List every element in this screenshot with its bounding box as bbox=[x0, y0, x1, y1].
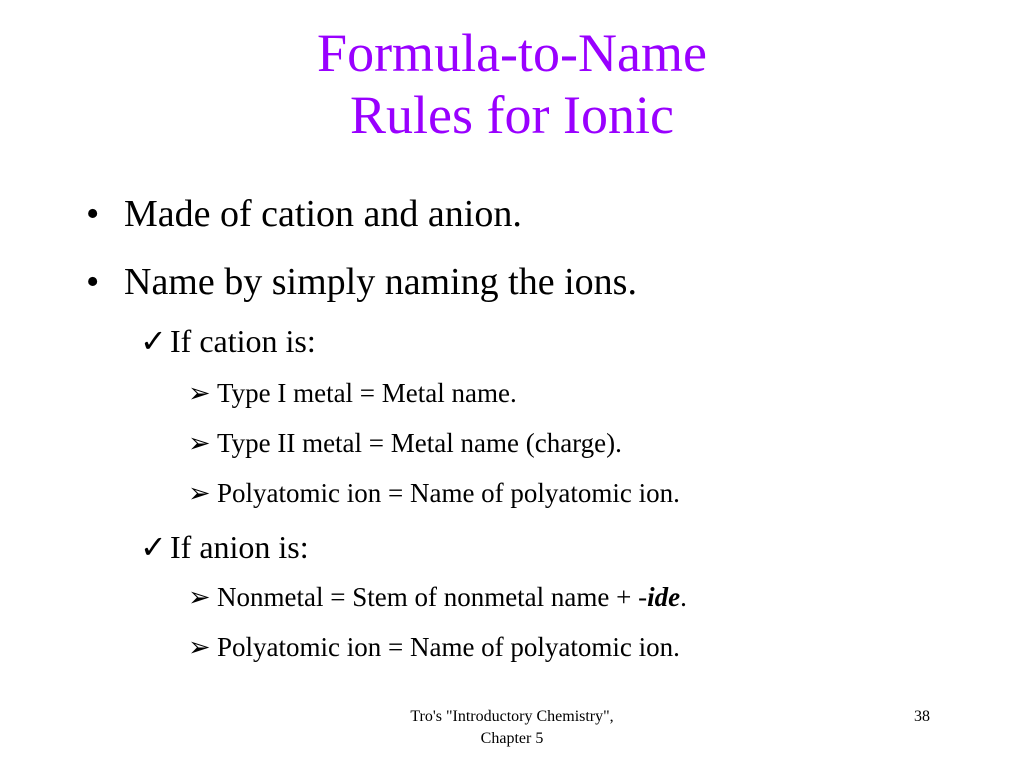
checkmark-icon: ✓ bbox=[140, 323, 167, 359]
footer-line-2: Chapter 5 bbox=[480, 730, 544, 747]
sub-sub-bullet-item bbox=[188, 427, 622, 459]
anion-item-text: Nonmetal = Stem of nonmetal name + - bbox=[217, 582, 648, 612]
arrow-icon: ➢ bbox=[188, 478, 211, 508]
title-line-2: Rules for Ionic bbox=[350, 85, 674, 145]
sub-sub-bullet-item bbox=[188, 377, 517, 409]
bullet-icon: • bbox=[86, 261, 100, 303]
anion-heading: If anion is: bbox=[170, 529, 309, 565]
checkmark-icon: ✓ bbox=[140, 529, 167, 565]
cation-item: Type II metal = Metal name (charge). bbox=[217, 428, 622, 458]
ide-suffix: ide bbox=[647, 582, 681, 612]
cation-item: Polyatomic ion = Name of polyatomic ion. bbox=[217, 478, 680, 508]
arrow-icon: ➢ bbox=[188, 428, 211, 458]
footer-citation bbox=[362, 706, 662, 750]
sub-bullet-item bbox=[140, 528, 309, 566]
title-line-1: Formula-to-Name bbox=[317, 23, 707, 83]
sub-sub-bullet-item bbox=[188, 631, 680, 663]
bullet-text: Made of cation and anion. bbox=[124, 193, 522, 235]
bullet-item bbox=[86, 260, 637, 304]
arrow-icon: ➢ bbox=[188, 378, 211, 408]
sub-sub-bullet-item bbox=[188, 581, 687, 613]
sub-sub-bullet-item bbox=[188, 477, 680, 509]
sub-bullet-item bbox=[140, 322, 316, 360]
bullet-icon: • bbox=[86, 193, 100, 235]
bullet-item bbox=[86, 192, 522, 236]
slide-title bbox=[0, 22, 1024, 146]
cation-item: Type I metal = Metal name. bbox=[217, 378, 517, 408]
arrow-icon: ➢ bbox=[188, 632, 211, 662]
bullet-text: Name by simply naming the ions. bbox=[124, 261, 637, 303]
cation-heading: If cation is: bbox=[170, 323, 316, 359]
arrow-icon: ➢ bbox=[188, 582, 211, 612]
page-number: 38 bbox=[914, 708, 930, 725]
anion-item: Polyatomic ion = Name of polyatomic ion. bbox=[217, 632, 680, 662]
footer-line-1: Tro's "Introductory Chemistry", bbox=[410, 708, 614, 725]
anion-item-period: . bbox=[680, 582, 687, 612]
